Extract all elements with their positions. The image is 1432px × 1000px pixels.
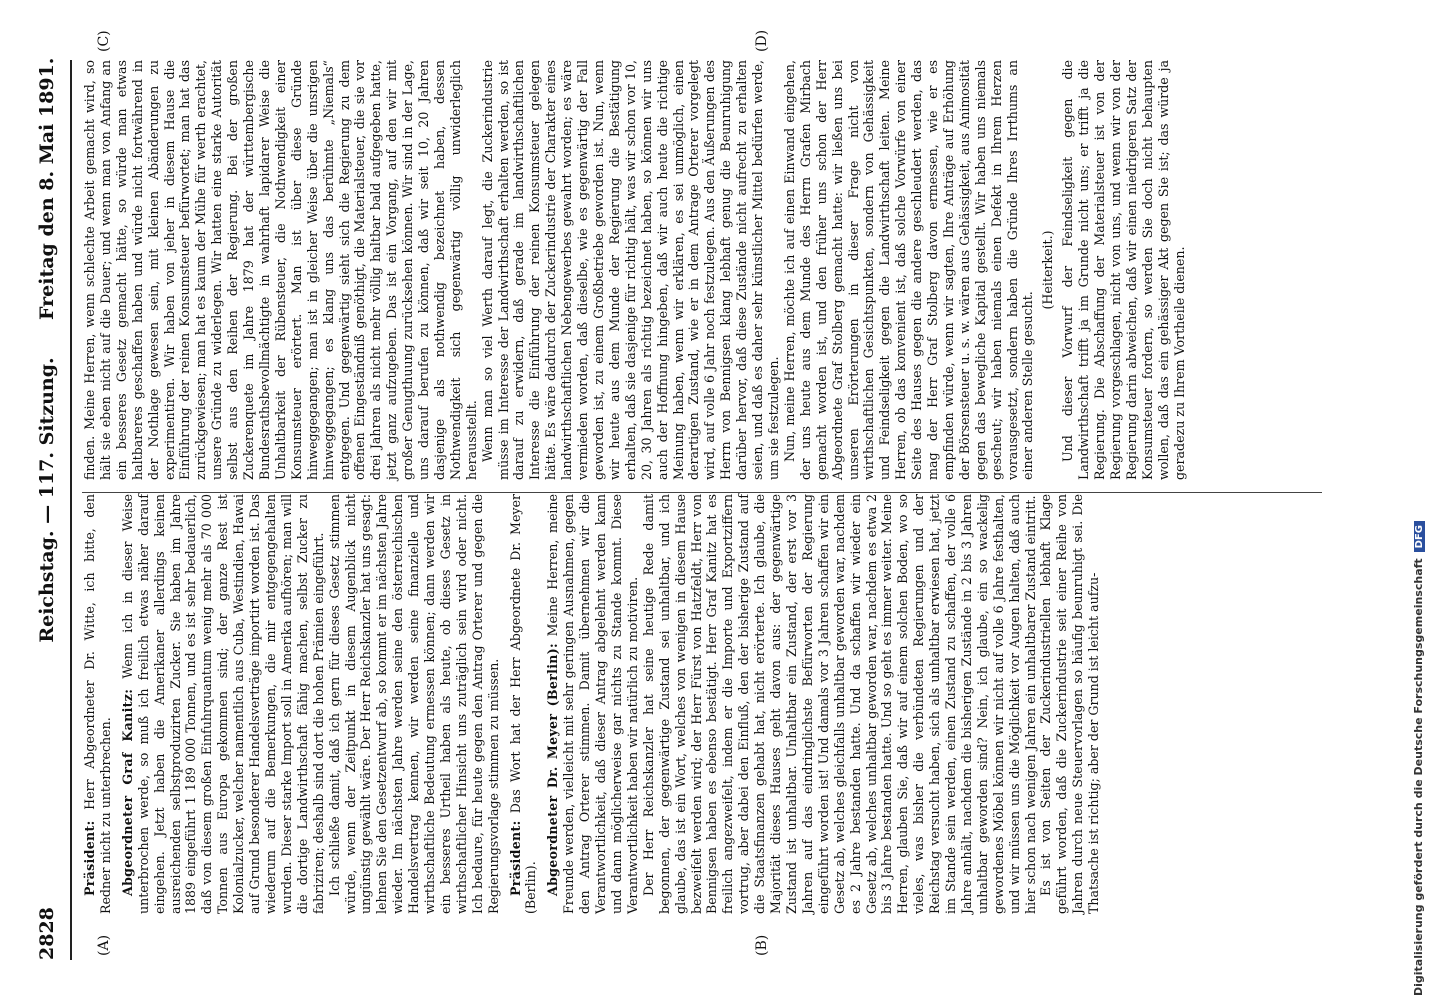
- paragraph: finden. Meine Herren, wenn schlechte Arbeit gemacht wird, so hält sie eben nicht auf die Dauer; und wenn man von Anfang an ein besseres Gesetz gemacht hätte, so würde man etwas haltbareres geschaffen haben und würde nicht fortwährend in der Nothlage gewesen sein, mit kleinen Abänderungen zu experimentiren. Wir haben von jeher in diesem Hause die Einführung der reinen Konsumsteuer befürwortet; man hat das zurückgewiesen; man hat es kaum der Mühe für werth erachtet, unsere Gründe zu widerlegen. Wir hatten eine starke Autorität selbst aus den Reihen der Regierung. Bei der großen Zuckerenquete im Jahre 1879 hat der württembergische Bundesrathsbevollmächtigte in wahrhaft lapidarer Weise die Unhaltbarkeit der Rübensteuer, die Nothwendigkeit einer Konsumsteuer erörtert. Man ist über diese Gründe hinweggegangen; man ist in gleicher Weise über die unsrigen hinweggegangen; es klang uns das berühmte „Niemals“ entgegen. Und gegenwärtig sieht sich die Regierung zu dem offenen Eingeständniß genöthigt, die Materialsteuer, die sie vor drei Jahren als nicht mehr völlig haltbar bald aufgegeben hatte, jetzt ganz aufzugeben. Das ist ein Vorgang, auf den wir mit großer Genugthuung zurücksehen können. Wir sind in der Lage, uns darauf berufen zu können, daß wir seit 10, 20 Jahren dasjenige als nothwendig bezeichnet haben, dessen Nothwendigkeit sich gegenwärtig völlig unwiderleglich herausstellt.: [82, 60, 479, 480]
- paragraph: Präsident: Das Wort hat der Herr Abgeordnete Dr. Meyer (Berlin).: [507, 494, 539, 914]
- interjection: (Heiterkeit.): [1040, 230, 1056, 310]
- paragraph: Nun, meine Herren, möchte ich auf einen Einwand eingehen, der uns heute aus dem Munde des Herrn Grafen Mirbach gemacht worden ist, und den früher uns schon der Herr Abgeordnete Graf Stolberg gemacht hatte: wir ließen uns bei unseren Erörterungen in dieser Frage nicht von wirthschaftlichen Gesichtspunkten, sondern von Gehässigkeit und Feindseligkeit gegen die Landwirthschaft leiten. Meine Herren, ob das konvenient ist, daß solche Vorwürfe von einer Seite des Hauses gegen die andere geschleudert werden, das mag der Herr Graf Stolberg davon ermessen, wie er es empfinden würde, wenn wir sagten, Ihre Anträge auf Erhöhung der Börsensteuer u. s. w. wären aus Gehässigkeit, aus Animosität gegen das bewegliche Kapital gestellt. Wir haben uns niemals gescheut; wir haben niemals einen Defekt in Ihrem Herzen vorausgesetzt, sondern haben die Gründe Ihres Irrthums an einer anderen Stelle gesucht.: [781, 60, 1036, 480]
- speaker-name: Präsident:: [82, 820, 97, 896]
- session-date: Freitag den 8. Mai 1891.: [36, 57, 58, 320]
- speaker-name: Präsident:: [507, 820, 523, 896]
- margin-label-b: (B): [754, 934, 770, 956]
- paragraph: Abgeordneter Graf Kanitz: Wenn ich in dieser Weise unterbrochen werde, so muß ich freilich etwas näher darauf eingehen. Jetzt haben die Amerikaner allerdings keinen ausreichenden selbstproduzirten Zucker. Sie haben im Jahre 1889 eingeführt 1 189 000 Tonnen, und es ist sehr bedauerlich, daß von diesem großen Einfuhrquantum wenig mehr als 70 000 Tonnen aus Europa gekommen sind; der ganze Rest ist Kolonialzucker, welcher namentlich aus Cuba, Westindien, Hawai auf Grund besonderer Handelsverträge importirt worden ist. Das wiederum auf die Bemerkungen, die mir entgegengehalten wurden. Dieser starke Import soll in Amerika aufhören; man will die dortige Landwirthschaft fähig machen, selbst Zucker zu fabriziren; deshalb sind dort die hohen Prämien eingeführt.: [119, 494, 326, 914]
- digitization-credit: [1412, 16, 1430, 996]
- running-header: [36, 40, 70, 960]
- credit-text: Digitalisierung gefördert durch die Deutsche Forschungsgemeinschaft: [1412, 558, 1425, 996]
- paragraph: Präsident: Herr Abgeordneter Dr. Witte, ich bitte, den Redner nicht zu unterbrechen.: [82, 494, 113, 914]
- session-title: Reichstag. — 117. Sitzung.: [36, 357, 58, 643]
- column-divider: [82, 492, 1322, 493]
- paragraph: Ich schließe damit, daß ich gern für dieses Gesetz stimmen würde, wenn der Zeitpunkt in diesem Augenblick nicht ungünstig gewählt wäre. Der Herr Reichskanzler hat uns gesagt: lehnen Sie den Gesetzentwurf ab, so kommt er im nächsten Jahre wieder. Im nächsten Jahre werden seine den österreichischen Handelsvertrag kennen, wir werden seine finanzielle und wirthschaftliche Bedeutung ermessen können; dann werden wir ein besseres Urtheil haben als heute, ob dieses Gesetz in wirthschaftlicher Hinsicht uns zuträglich sein wird oder nicht. Ich bedaure, für heute gegen den Antrag Orterer und gegen die Regierungsvorlage stimmen zu müssen.: [326, 494, 501, 914]
- margin-label-a: (A): [96, 934, 112, 956]
- header-rule: [70, 60, 72, 960]
- page-number: 2828: [36, 907, 58, 960]
- paragraph: Wenn man so viel Werth darauf legt, die Zuckerindustrie müsse im Interesse der Landwirthschaft erhalten werden, so ist darauf zu erwidern, daß gerade im landwirthschaftlichen Interesse die Einführung der reinen Konsumsteuer gelegen hätte. Es wäre dadurch der Zuckerindustrie der Charakter eines landwirthschaftlichen Nebengewerbes gewahrt worden; es wäre vermieden worden, daß dieselbe, wie es gegenwärtig der Fall geworden ist, zu einem Großbetriebe geworden ist. Nun, wenn wir heute aus dem Munde der Regierung die Bestätigung erhalten, daß sie dasjenige für richtig hält, was wir schon vor 10, 20, 30 Jahren als richtig bezeichnet haben, so können wir uns auch der Hoffnung hingeben, daß wir auch heute die richtige Meinung haben, wenn wir erklären, es sei unmöglich, einen derartigen Zustand, wie er in dem Antrage Orterer vorgelegt wird, auf volle 6 Jahr noch festzulegen. Aus den Äußerungen des Herrn von Bennigsen klang lebhaft genug die Beunruhigung darüber hervor, daß diese Zustände nicht aufrecht zu erhalten seien, und daß es daher sehr künstlicher Mittel bedürfen werde, um sie festzulegen.: [479, 60, 781, 480]
- speaker-name: Abgeordneter Graf Kanitz:: [119, 688, 135, 896]
- margin-label-d: (D): [754, 29, 770, 52]
- paragraph: Es ist von Seiten der Zuckerindustriellen lebhaft Klage geführt worden, daß die Zuckerindustrie seit einer Reihe von Jahren durch neue Steuervorlagen so häufig beunruhigt sei. Die Thatsache ist richtig; aber der Grund ist leicht aufzu-: [1038, 494, 1102, 914]
- paragraph: Und dieser Vorwurf der Feindseligkeit gegen die Landwirthschaft trifft ja im Grunde nicht uns; er trifft ja die Regierung. Die Abschaffung der Materialsteuer ist von der Regierung vorgeschlagen, nicht von uns, und wenn wir von der Regierung darin abweichen, daß wir einen niedrigeren Satz der Konsumsteuer fordern, so werden Sie doch nicht behaupten wollen, daß das ein gehässiger Akt gegen Sie ist; das würde ja geradezu zu Ihrem Vortheile dienen.: [1060, 60, 1187, 480]
- speaker-name: Abgeordneter Dr. Meyer (Berlin):: [545, 643, 561, 896]
- dfg-logo: DFG: [1414, 521, 1425, 552]
- right-text-column: [82, 60, 1188, 480]
- paragraph: Der Herr Reichskanzler hat seine heutige Rede damit begonnen, der gegenwärtige Zustand sei unhaltbar, und ich glaube, das ist ein Wort, welches von wenigen in diesem Hause bezweifelt werden wird; der Herr Fürst von Hatzfeldt, Herr von Bennigsen haben es ebenso bestätigt. Herr Graf Kanitz hat es freilich angezweifelt, indem er die Importe und Exportziffern vortrug, aber dabei den Einfluß, den der bisherige Zustand auf die Staatsfinanzen gehabt hat, nicht erörterte. Ich glaube, die Majorität dieses Hauses geht davon aus: der gegenwärtige Zustand ist unhaltbar. Unhaltbar ein Zustand, der erst vor 3 Jahren auf das eindringlichste Befürworten der Regierung eingeführt worden ist! Und damals vor 3 Jahren schaffen wir ein Gesetz ab, welches gleichfalls unhaltbar geworden war, nachdem es 2 Jahre bestanden hatte. Und da schaffen wir wieder ein Gesetz ab, welches unhaltbar geworden war, nachdem es etwa 2 bis 3 Jahre bestanden hatte. Und so geht es immer weiter. Meine Herren, glauben Sie, daß wir auf einem solchen Boden, wo so vieles, was bisher die verbündeten Regierungen und der Reichstag versucht haben, sich als unhaltbar erwiesen hat, jetzt im Stande sein werden, einen Zustand zu schaffen, der volle 6 Jahre anhält, nachdem die bisherigen Zustände in 2 bis 3 Jahren unhaltbar geworden sind? Nein, ich glaube, ein so wackelig gewordenes Möbel können wir nicht auf volle 6 Jahre festhalten, und wir müssen uns die Möglichkeit vor Augen halten, daß auch hier schon nach wenigen Jahren ein unhaltbarer Zustand eintritt.: [640, 494, 1038, 914]
- margin-label-c: (C): [96, 30, 112, 52]
- left-text-column: [82, 494, 1102, 914]
- paragraph: Abgeordneter Dr. Meyer (Berlin): Meine Herren, meine Freunde werden, vielleicht mit sehr geringen Ausnahmen, gegen den Antrag Orterer stimmen. Damit übernehmen wir die Verantwortlichkeit, daß dieser Antrag abgelehnt werden kann und dann möglicherweise gar nichts zu Stande kommt. Diese Verantwortlichkeit haben wir natürlich zu motiviren.: [545, 494, 640, 914]
